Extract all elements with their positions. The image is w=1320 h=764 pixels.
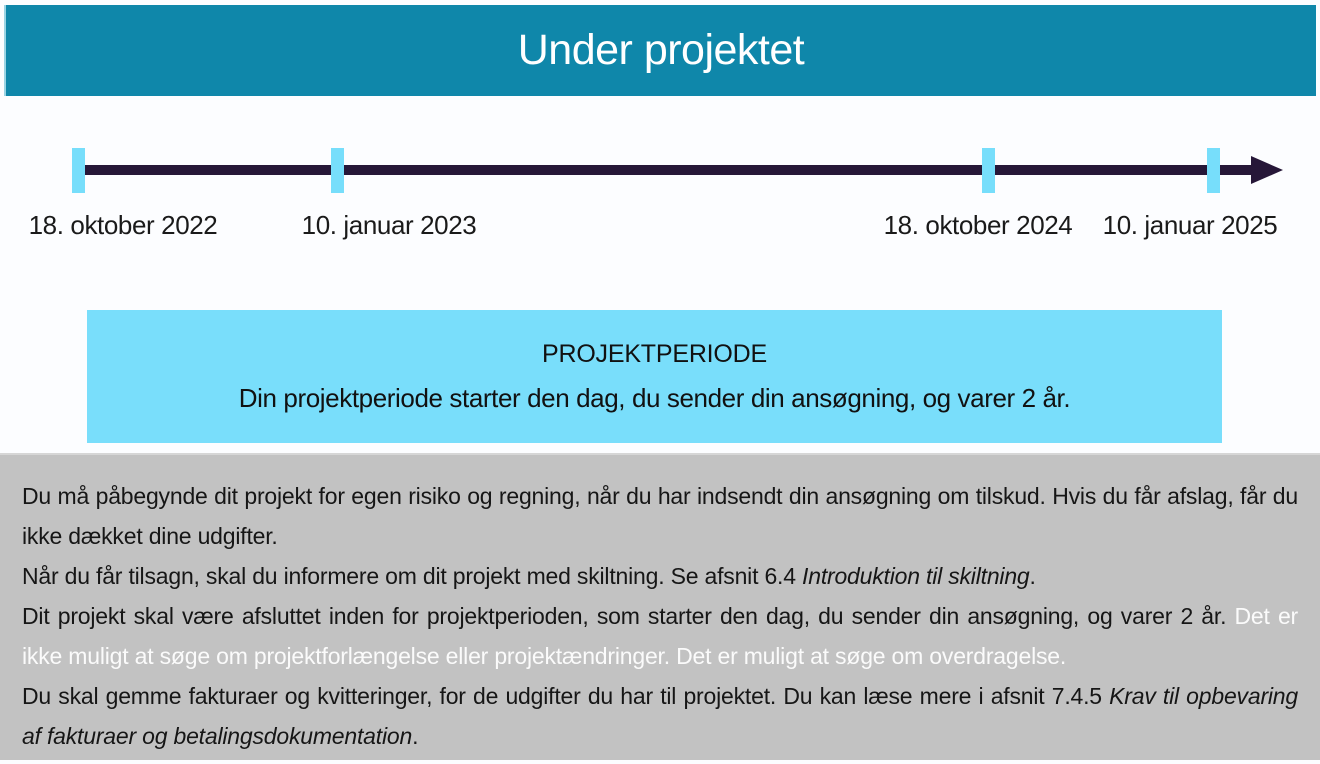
timeline-tick [982,148,995,193]
paragraph-text-white: Det er ikke muligt at søge om projektforlængelse eller projektændringer. Det er muligt at søge om overdragelse. [22,603,1299,669]
info-paragraph [22,556,1298,596]
timeline-tick [331,148,344,193]
paragraph-text: . [1029,563,1036,589]
timeline-date-label: 10. januar 2023 [301,210,477,240]
timeline-date-label: 18. oktober 2022 [28,210,218,240]
info-box [0,453,1320,760]
timeline-date-label: 10. januar 2025 [1102,210,1278,240]
info-paragraph [22,676,1298,756]
paragraph-text: Du må påbegynde dit projekt for egen risiko og regning, når du har indsendt din ansøgning om tilskud. Hvis du får afslag, får du ikke dækket dine udgifter. [22,483,1298,549]
period-box-title: PROJEKTPERIODE [541,339,768,368]
paragraph-text-italic: Introduktion til skiltning [802,563,1030,589]
info-paragraph [22,476,1298,556]
timeline-date-label: 18. oktober 2024 [883,210,1073,240]
page-title: Under projektet [517,26,805,74]
timeline-tick [1207,148,1220,193]
period-box-description: Din projektperiode starter den dag, du sender din ansøgning, og varer 2 år. [238,382,1071,413]
title-bar [4,5,1316,96]
timeline-axis [78,165,1253,175]
arrow-right-icon [1251,156,1283,184]
paragraph-text: Når du får tilsagn, skal du informere om dit projekt med skiltning. Se afsnit 6.4 [22,563,803,589]
paragraph-text-italic: Krav til opbevaring af fakturaer og betalingsdokumentation [22,683,1298,749]
project-period-box [87,310,1222,443]
paragraph-text: Dit projekt skal være afsluttet inden for projektperioden, som starter den dag, du sender din ansøgning, og varer 2 år. [22,603,1235,629]
paragraph-text: . [412,723,419,749]
timeline-tick [72,148,85,193]
paragraph-text: Du skal gemme fakturaer og kvitteringer, for de udgifter du har til projektet. Du kan læse mere i afsnit 7.4.5 [22,683,1110,709]
info-paragraph [22,596,1298,676]
